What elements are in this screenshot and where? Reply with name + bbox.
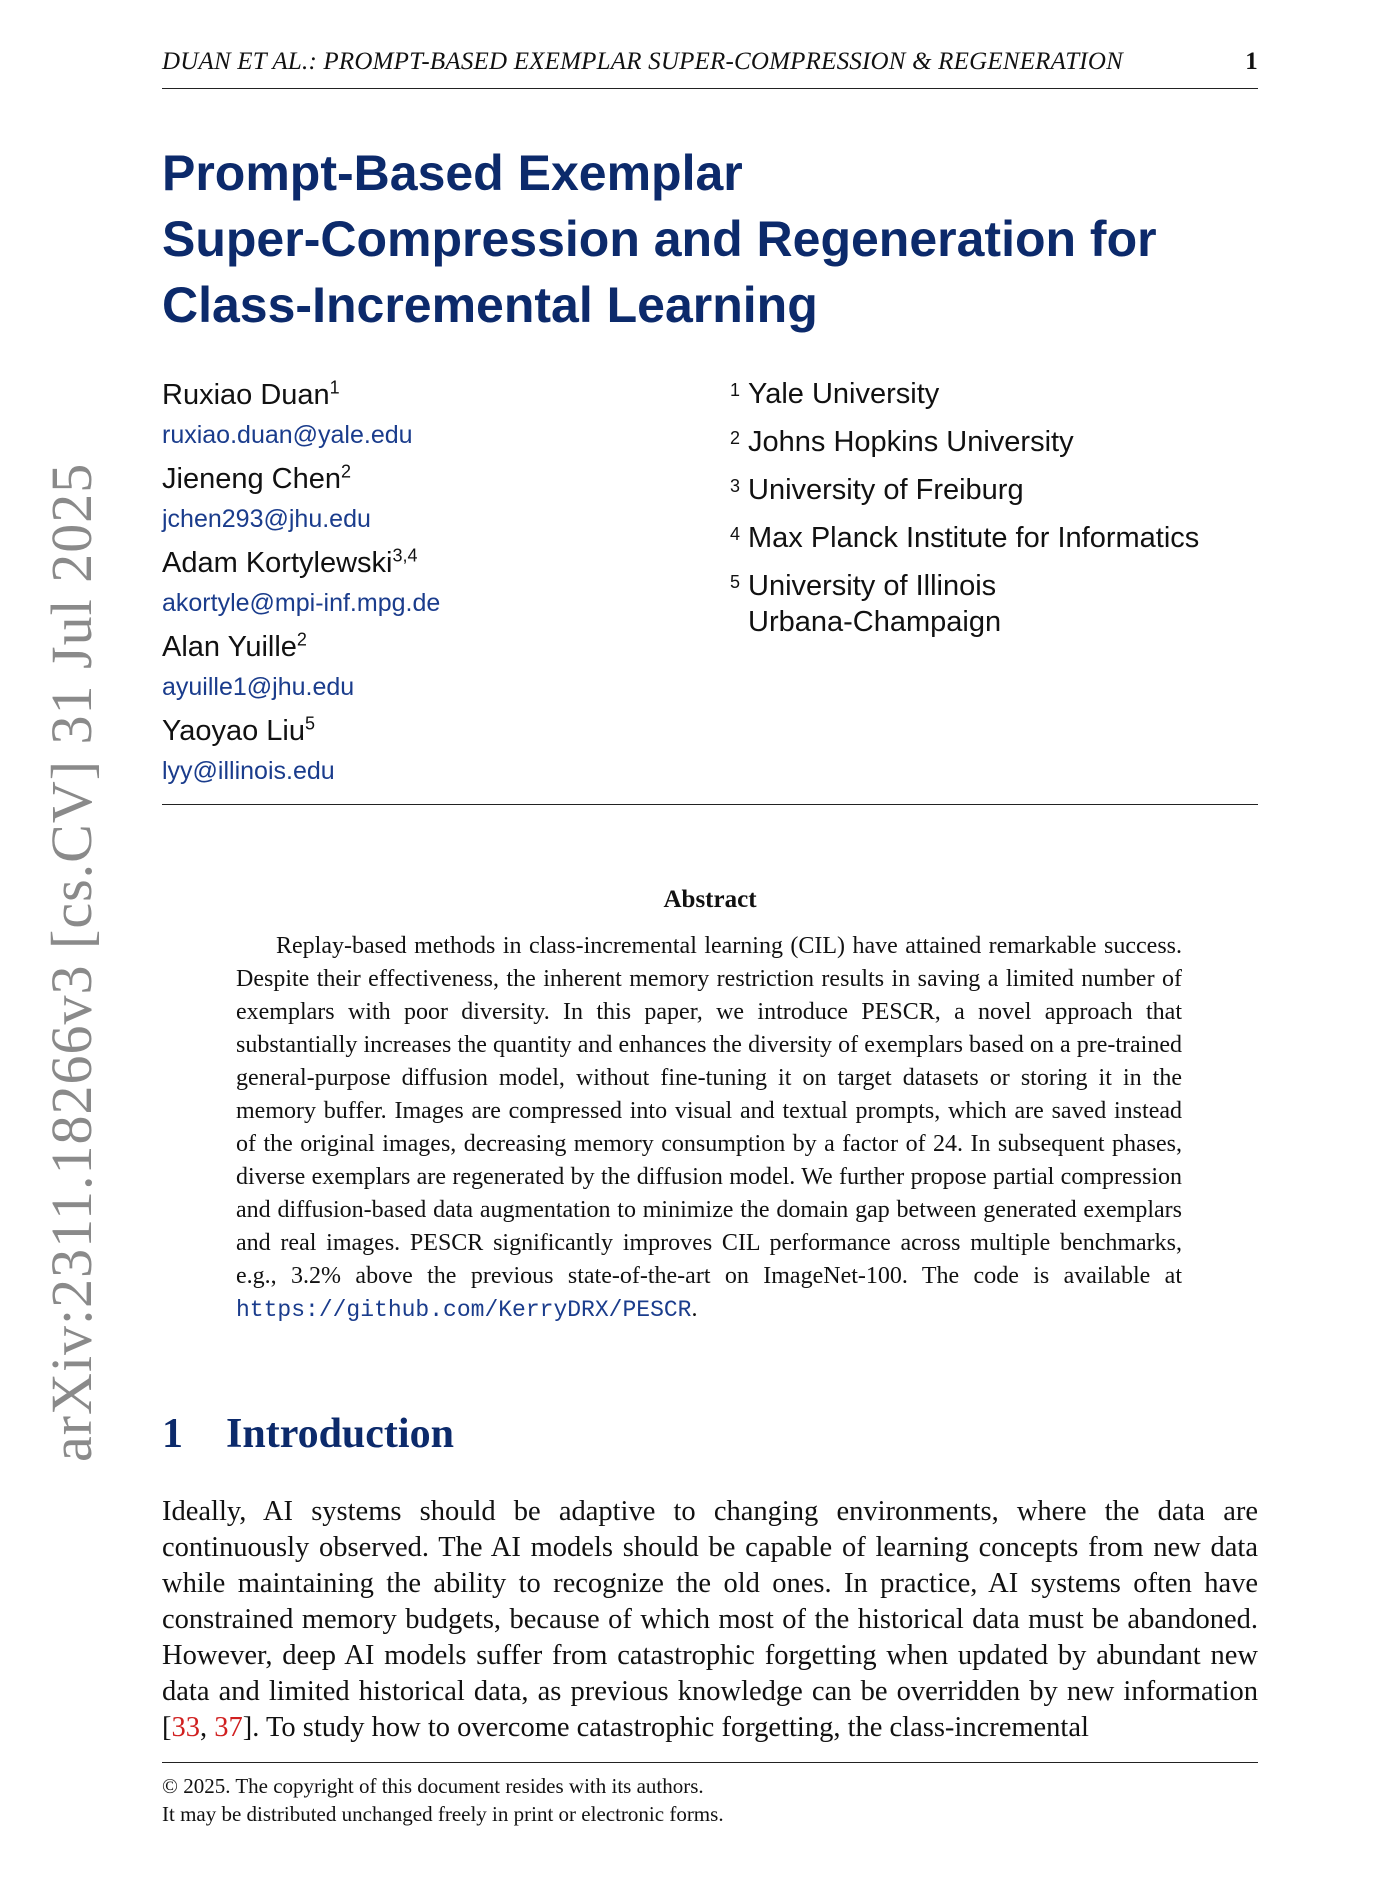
distribution-line: It may be distributed unchanged freely in print or electronic forms.	[162, 1802, 724, 1826]
author-email-link[interactable]: ayuille1@jhu.edu	[162, 673, 355, 701]
author-affil-sup: 5	[304, 713, 315, 734]
author-name: Adam Kortylewski$^{3,4}$	[162, 545, 418, 579]
citation-separator: ,	[200, 1712, 215, 1743]
affiliation-item	[730, 568, 1290, 640]
copyright-line: © 2025. The copyright of this document resides with its authors.	[162, 1774, 704, 1798]
author-block	[162, 628, 682, 708]
author-email-link[interactable]: lyy@illinois.edu	[162, 757, 335, 785]
abstract-body	[236, 930, 1182, 1327]
author-affil-sup: 2	[340, 461, 351, 482]
section-title: Introduction	[226, 1411, 454, 1457]
arxiv-stamp: arXiv:2311.18266v3 [cs.CV] 31 Jul 2025	[39, 462, 104, 1462]
affiliation-name: Yale University	[748, 378, 940, 410]
title-line: Class-Incremental Learning	[162, 277, 818, 333]
affiliation-name: University of Illinois	[748, 570, 997, 602]
header-rule	[162, 88, 1258, 89]
author-block	[162, 544, 682, 624]
intro-text-cont: ]. To study how to overcome catastrophic forgetting, the class-incremental	[242, 1712, 1089, 1743]
running-title: DUAN ET AL.: PROMPT-BASED EXEMPLAR SUPER-COMPRESSION & REGENERATION	[162, 48, 1123, 75]
code-link[interactable]: https://github.com/KerryDRX/PESCR	[236, 1297, 692, 1323]
author-affil-sup: 3,4	[392, 545, 418, 566]
copyright-footer	[162, 1772, 1258, 1828]
author-email-link[interactable]: akortyle@mpi-inf.mpg.de	[162, 589, 441, 617]
intro-text: Ideally, AI systems should be adaptive to changing environments, where the data are continuously observed. The AI models should be capable of learning concepts from new data while maintaining the ability to recognize the old ones. In practice, AI systems often have constrained memory budgets, because of which most of the historical data must be abandoned. However, deep AI models suffer from catastrophic forgetting when updated by abundant new data and limited historical data, as previous knowledge can be overridden by new information [	[162, 1496, 1258, 1743]
author-block	[162, 460, 682, 540]
author-affil-sup: 2	[296, 629, 307, 650]
author-block	[162, 712, 682, 792]
affiliation-name-cont: Urbana-Champaign	[748, 606, 1002, 638]
author-email-link[interactable]: jchen293@jhu.edu	[162, 505, 371, 533]
affiliation-sup: 4	[730, 524, 741, 544]
abstract-heading: Abstract	[663, 886, 757, 913]
title-line: Prompt-Based Exemplar	[162, 145, 743, 201]
title-block-rule	[162, 804, 1258, 805]
author-name: Yaoyao Liu$^5$	[162, 713, 315, 747]
citation-link[interactable]: 33	[171, 1712, 200, 1743]
affiliation-item	[730, 520, 1290, 556]
affiliation-sup: 2	[730, 428, 741, 448]
affiliation-sup: 5	[730, 572, 741, 592]
affiliation-item	[730, 376, 1290, 412]
author-list	[162, 376, 682, 796]
affiliation-sup: 1	[730, 380, 741, 400]
section-heading	[162, 1410, 454, 1458]
author-block	[162, 376, 682, 456]
abstract-text: Replay-based methods in class-incremental learning (CIL) have attained remarkable success. Despite their effectiveness, the inherent memory restriction results in saving a limited number of exemplars with poor diversity. In this paper, we introduce PESCR, a novel approach that substantially increases the quantity and enhances the diversity of exemplars based on a pre-trained general-purpose diffusion model, without fine-tuning it on target datasets or storing it in the memory buffer. Images are compressed into visual and textual prompts, which are saved instead of the original images, decreasing memory consumption by a factor of 24. In subsequent phases, diverse exemplars are regenerated by the diffusion model. We further propose partial compression and diffusion-based data augmentation to minimize the domain gap between generated exemplars and real images. PESCR significantly improves CIL performance across multiple benchmarks, e.g., 3.2% above the previous state-of-the-art on ImageNet-100. The code is available at	[236, 933, 1182, 1289]
paper-title	[162, 140, 1262, 338]
citation-link[interactable]: 37	[214, 1712, 243, 1743]
abstract-end: .	[691, 1296, 698, 1322]
affiliation-name: University of Freiburg	[748, 474, 1024, 506]
affiliation-sup: 3	[730, 476, 741, 496]
affiliation-name: Max Planck Institute for Informatics	[748, 522, 1200, 554]
author-affil-sup: 1	[329, 377, 340, 398]
author-name: Jieneng Chen$^2$	[162, 461, 351, 495]
affiliation-list	[730, 376, 1290, 652]
intro-paragraph	[162, 1494, 1258, 1746]
running-header	[162, 48, 1258, 76]
section-number: 1	[162, 1411, 183, 1457]
affiliation-item	[730, 472, 1290, 508]
affiliation-item	[730, 424, 1290, 460]
footer-rule	[162, 1762, 1258, 1763]
author-name: Ruxiao Duan$^1$	[162, 377, 340, 411]
title-line: Super-Compression and Regeneration for	[162, 211, 1157, 267]
author-name: Alan Yuille$^2$	[162, 629, 307, 663]
author-email-link[interactable]: ruxiao.duan@yale.edu	[162, 421, 413, 449]
affiliation-name: Johns Hopkins University	[748, 426, 1074, 458]
page-number: 1	[1245, 48, 1258, 75]
